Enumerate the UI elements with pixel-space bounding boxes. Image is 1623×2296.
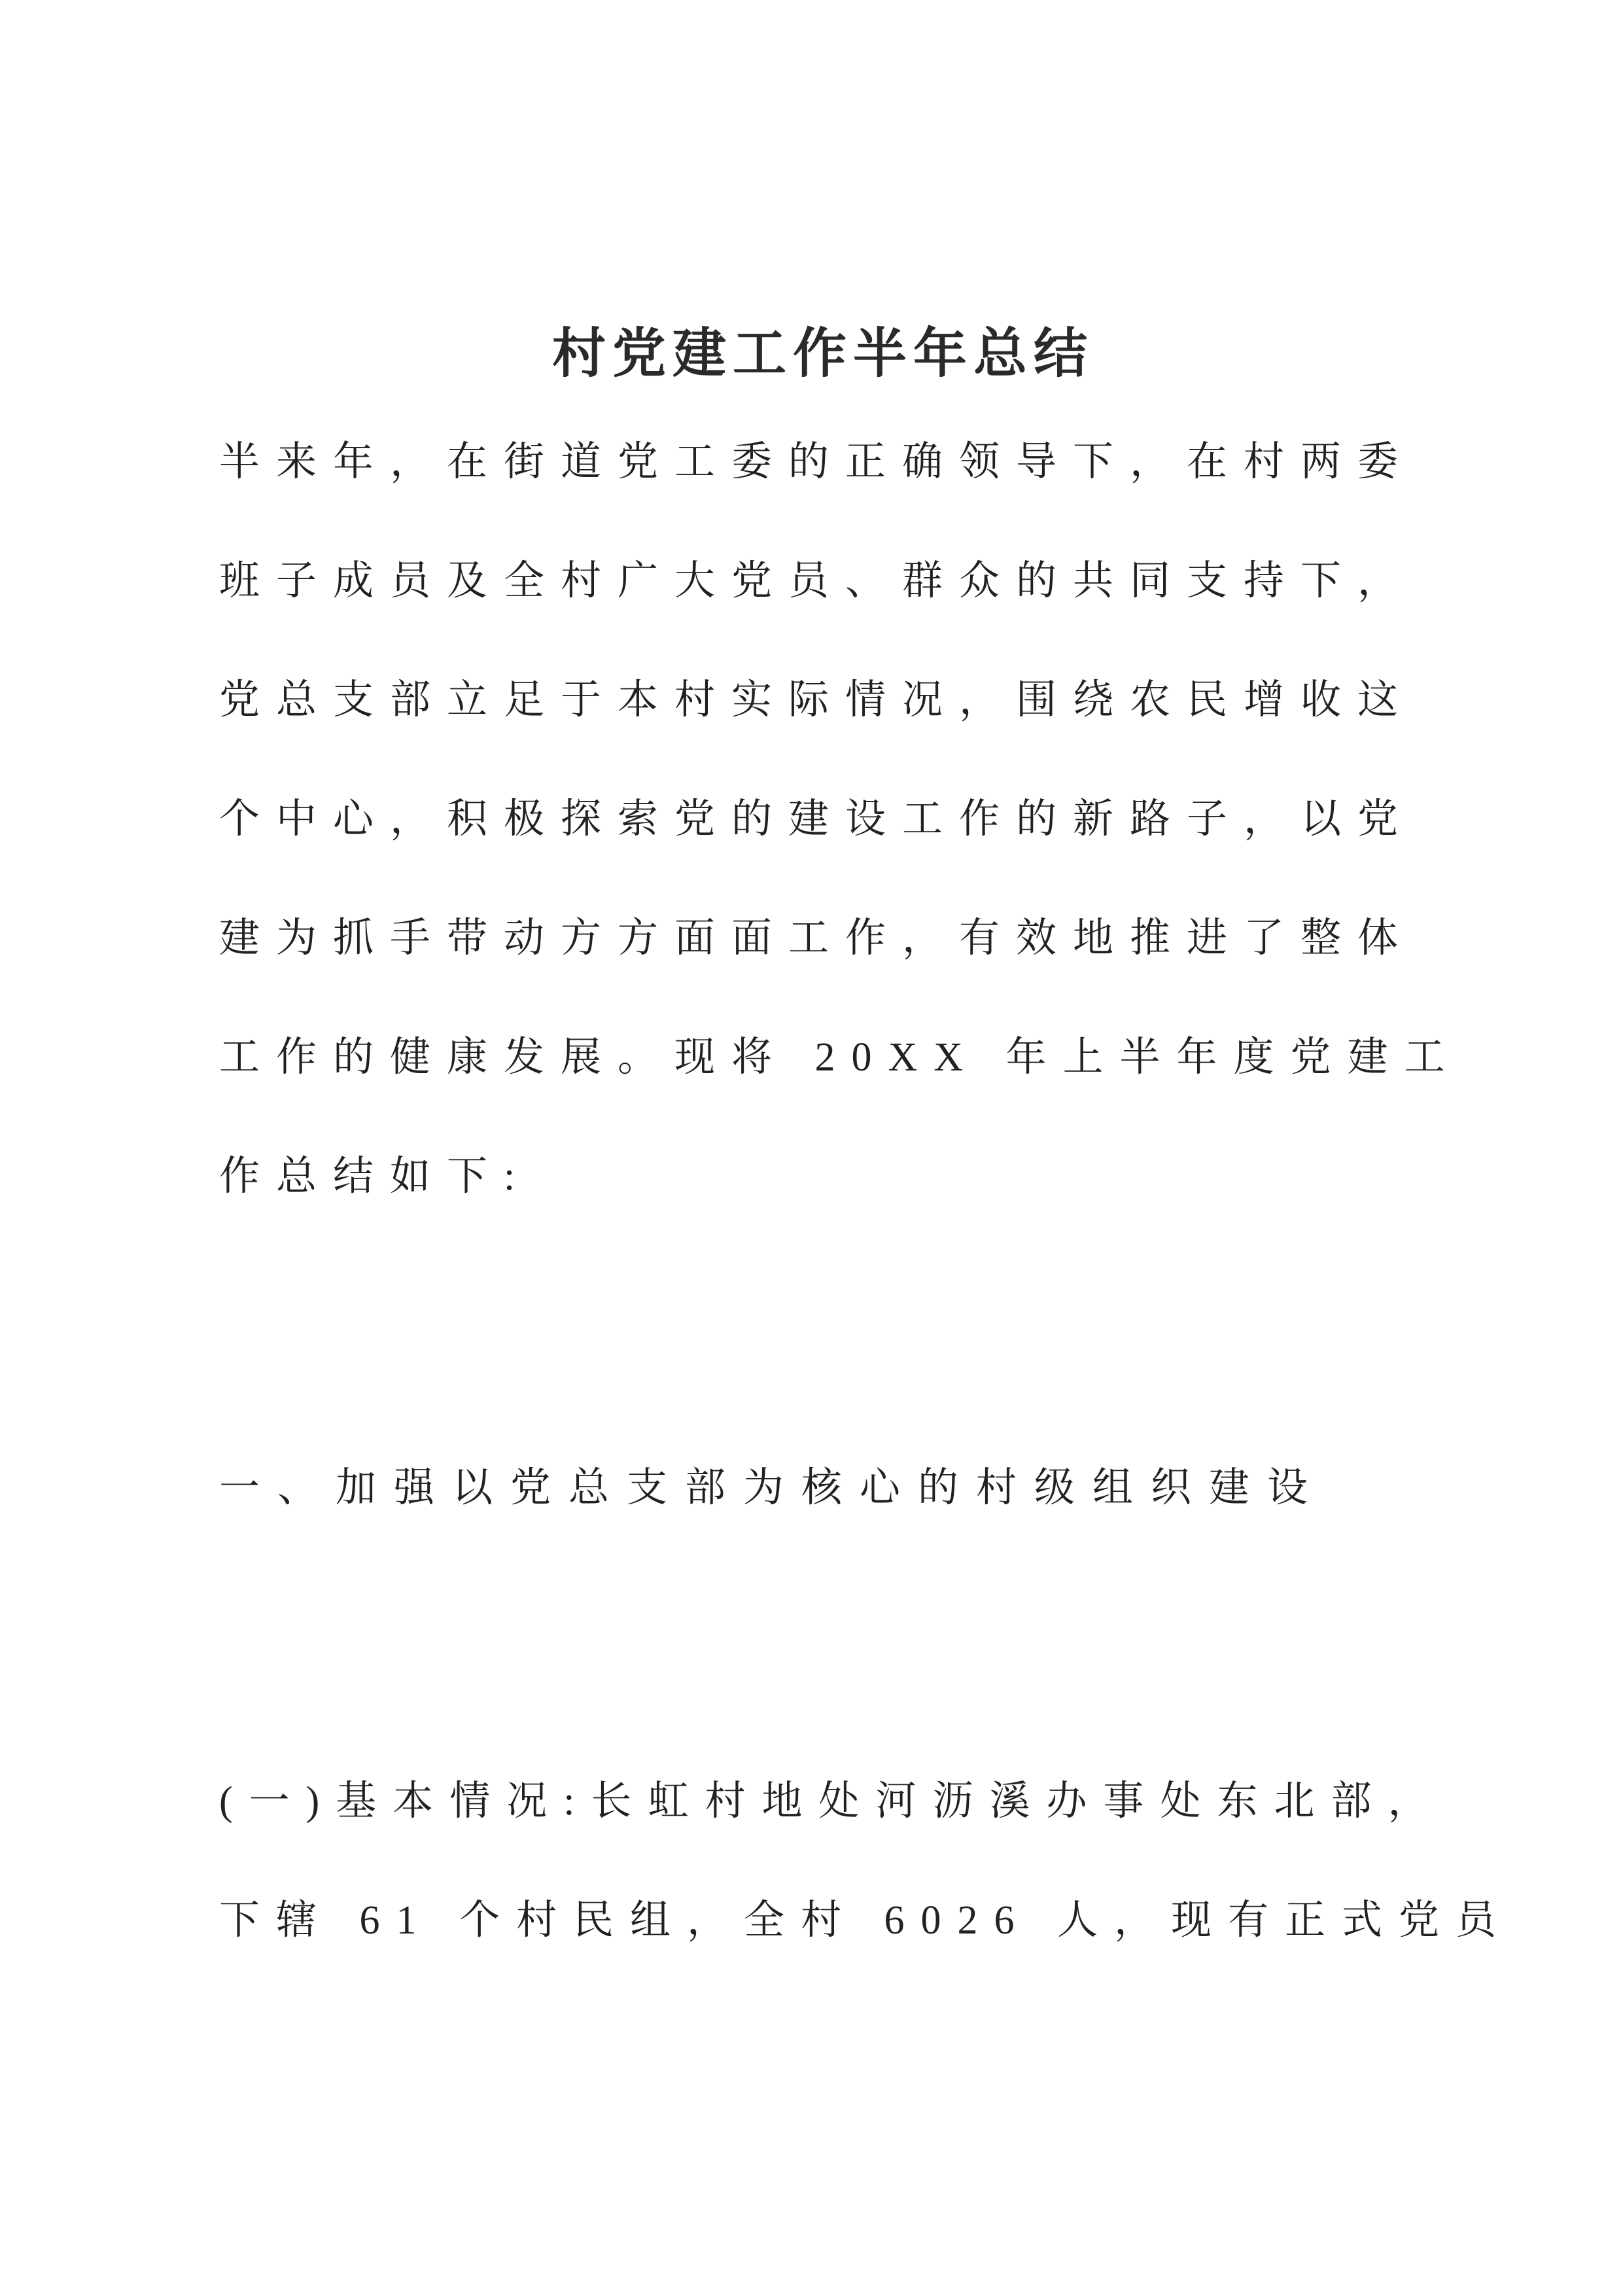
text-line: 建为抓手带动方方面面工作，有效地推进了整体: [219, 916, 1415, 961]
paragraph-basic-situation: [219, 1742, 1513, 1980]
text-line: (一)基本情况:长虹村地处河沥溪办事处东北部，: [219, 1779, 1445, 1824]
text-line: 下辖 61 个村民组，全村 6026 人，现有正式党员: [219, 1898, 1513, 1943]
text-line: 班子成员及全村广大党员、群众的共同支持下，: [219, 559, 1415, 603]
text-line: 党总支部立足于本村实际情况，围绕农民增收这: [219, 678, 1415, 722]
paragraph-intro: [219, 402, 1461, 1236]
text-line: 半来年，在街道党工委的正确领导下，在村两委: [219, 440, 1415, 484]
text-line: 工作的健康发展。现将 20XX 年上半年度党建工: [219, 1035, 1461, 1080]
section-heading-1: 一、加强以党总支部为核心的村级组织建设: [219, 1466, 1326, 1510]
text-line: 作总结如下:: [219, 1154, 532, 1199]
text-line: 个中心，积极探索党的建设工作的新路子，以党: [219, 797, 1415, 841]
document-title: 村党建工作半年总结: [551, 324, 1094, 383]
